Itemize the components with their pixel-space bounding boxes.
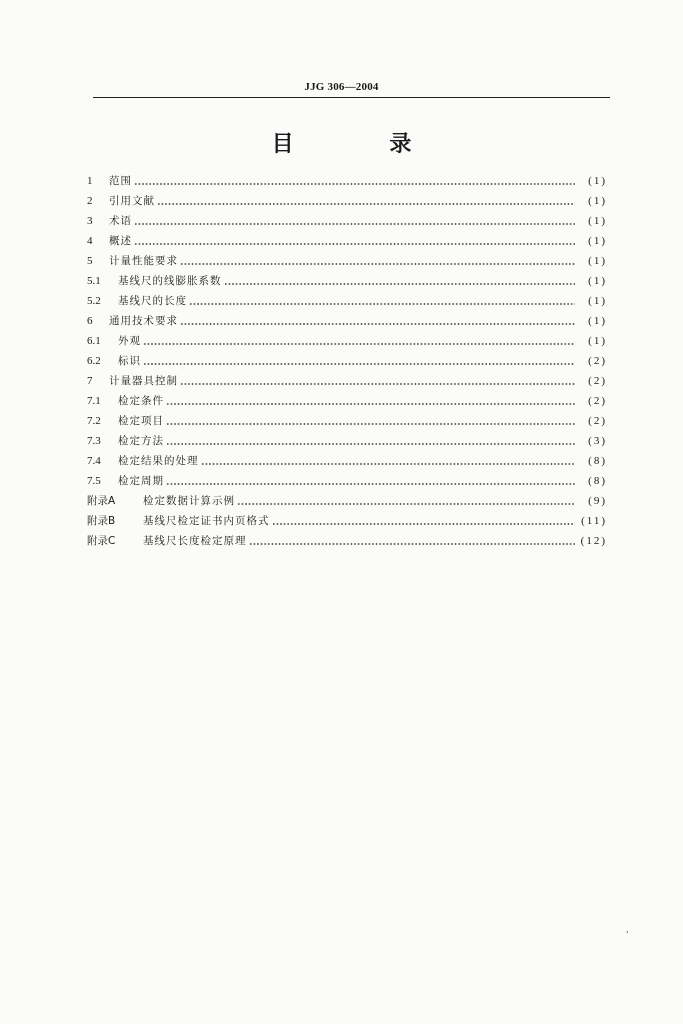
toc-entry-page: (3) bbox=[588, 435, 607, 447]
toc-entry-number: 7.4 bbox=[87, 455, 101, 467]
toc-entry-title: 计量器具控制 bbox=[109, 375, 178, 387]
toc-entry-page: (1) bbox=[588, 195, 607, 207]
toc-entry-number: 3 bbox=[87, 215, 93, 227]
toc-entry[interactable] bbox=[87, 227, 607, 247]
toc-entry-number: 4 bbox=[87, 235, 93, 247]
toc-entry[interactable] bbox=[87, 467, 607, 487]
toc-leader-dots bbox=[134, 223, 575, 225]
toc-entry-page: (1) bbox=[588, 295, 607, 307]
toc-entry-number: 7 bbox=[87, 375, 93, 387]
toc-entry-number: 7.3 bbox=[87, 435, 101, 447]
toc-entry-number: 7.5 bbox=[87, 475, 101, 487]
toc-entry-title: 检定结果的处理 bbox=[118, 455, 199, 467]
table-of-contents bbox=[87, 167, 607, 547]
toc-entry[interactable] bbox=[87, 427, 607, 447]
toc-leader-dots bbox=[143, 363, 575, 365]
toc-entry[interactable] bbox=[87, 507, 607, 527]
toc-entry[interactable] bbox=[87, 167, 607, 187]
toc-entry-title: 基线尺的线膨胀系数 bbox=[118, 275, 222, 287]
page-title: 目 录 bbox=[271, 132, 456, 157]
toc-entry-title: 检定数据计算示例 bbox=[143, 495, 235, 507]
toc-entry-title: 范围 bbox=[109, 175, 132, 187]
toc-leader-dots bbox=[180, 263, 575, 265]
toc-entry-number: 1 bbox=[87, 175, 93, 187]
toc-entry-page: (1) bbox=[588, 335, 607, 347]
toc-entry-page: (1) bbox=[588, 255, 607, 267]
header-rule bbox=[93, 97, 610, 98]
toc-entry-number: 7.1 bbox=[87, 395, 101, 407]
toc-leader-dots bbox=[180, 323, 575, 325]
toc-entry[interactable] bbox=[87, 447, 607, 467]
toc-entry-page: (11) bbox=[581, 515, 607, 527]
toc-entry-page: (2) bbox=[588, 395, 607, 407]
toc-leader-dots bbox=[189, 303, 575, 305]
toc-entry-number: 附录C bbox=[87, 535, 116, 547]
toc-leader-dots bbox=[224, 283, 576, 285]
toc-leader-dots bbox=[143, 343, 575, 345]
toc-entry-number: 6.2 bbox=[87, 355, 101, 367]
toc-entry[interactable] bbox=[87, 267, 607, 287]
toc-entry-title: 检定方法 bbox=[118, 435, 164, 447]
toc-entry[interactable] bbox=[87, 387, 607, 407]
toc-entry-number: 6.1 bbox=[87, 335, 101, 347]
toc-entry-number: 2 bbox=[87, 195, 93, 207]
toc-entry-title: 基线尺检定证书内页格式 bbox=[143, 515, 270, 527]
toc-entry-number: 附录A bbox=[87, 495, 116, 507]
toc-entry-page: (1) bbox=[588, 275, 607, 287]
toc-leader-dots bbox=[249, 543, 576, 545]
toc-entry[interactable] bbox=[87, 187, 607, 207]
toc-entry-title: 检定条件 bbox=[118, 395, 164, 407]
toc-entry-page: (2) bbox=[588, 375, 607, 387]
toc-entry-title: 概述 bbox=[109, 235, 132, 247]
toc-leader-dots bbox=[166, 483, 575, 485]
toc-leader-dots bbox=[272, 523, 576, 525]
toc-entry[interactable] bbox=[87, 287, 607, 307]
toc-entry-page: (8) bbox=[588, 475, 607, 487]
toc-entry-number: 6 bbox=[87, 315, 93, 327]
toc-entry-title: 检定项目 bbox=[118, 415, 164, 427]
toc-entry-page: (1) bbox=[588, 235, 607, 247]
toc-entry-title: 术语 bbox=[109, 215, 132, 227]
toc-entry-number: 5 bbox=[87, 255, 93, 267]
toc-entry-title: 外观 bbox=[118, 335, 141, 347]
toc-entry[interactable] bbox=[87, 327, 607, 347]
toc-entry-title: 检定周期 bbox=[118, 475, 164, 487]
toc-entry-title: 引用文献 bbox=[109, 195, 155, 207]
toc-leader-dots bbox=[201, 463, 576, 465]
toc-entry-title: 计量性能要求 bbox=[109, 255, 178, 267]
toc-entry-page: (1) bbox=[588, 215, 607, 227]
toc-entry-page: (1) bbox=[588, 315, 607, 327]
toc-leader-dots bbox=[166, 403, 575, 405]
toc-leader-dots bbox=[134, 243, 575, 245]
toc-entry-title: 通用技术要求 bbox=[109, 315, 178, 327]
toc-entry-number: 附录B bbox=[87, 515, 116, 527]
toc-entry[interactable] bbox=[87, 487, 607, 507]
toc-entry-page: (2) bbox=[588, 415, 607, 427]
toc-entry-number: 7.2 bbox=[87, 415, 101, 427]
toc-entry-page: (8) bbox=[588, 455, 607, 467]
toc-entry[interactable] bbox=[87, 347, 607, 367]
toc-leader-dots bbox=[134, 183, 575, 185]
toc-entry-title: 基线尺长度检定原理 bbox=[143, 535, 247, 547]
toc-leader-dots bbox=[166, 423, 575, 425]
toc-entry[interactable] bbox=[87, 407, 607, 427]
toc-entry[interactable] bbox=[87, 207, 607, 227]
toc-entry[interactable] bbox=[87, 367, 607, 387]
toc-entry-title: 标识 bbox=[118, 355, 141, 367]
toc-leader-dots bbox=[237, 503, 575, 505]
toc-entry[interactable] bbox=[87, 307, 607, 327]
toc-entry-number: 5.1 bbox=[87, 275, 101, 287]
toc-entry-page: (2) bbox=[588, 355, 607, 367]
scan-speck: , bbox=[626, 925, 629, 935]
toc-entry[interactable] bbox=[87, 527, 607, 547]
toc-entry-title: 基线尺的长度 bbox=[118, 295, 187, 307]
toc-entry[interactable] bbox=[87, 247, 607, 267]
toc-entry-page: (1) bbox=[588, 175, 607, 187]
document-code: JJG 306—2004 bbox=[304, 81, 379, 93]
toc-entry-number: 5.2 bbox=[87, 295, 101, 307]
toc-leader-dots bbox=[157, 203, 575, 205]
toc-leader-dots bbox=[180, 383, 575, 385]
toc-entry-page: (9) bbox=[588, 495, 607, 507]
toc-entry-page: (12) bbox=[580, 535, 607, 547]
toc-leader-dots bbox=[166, 443, 575, 445]
